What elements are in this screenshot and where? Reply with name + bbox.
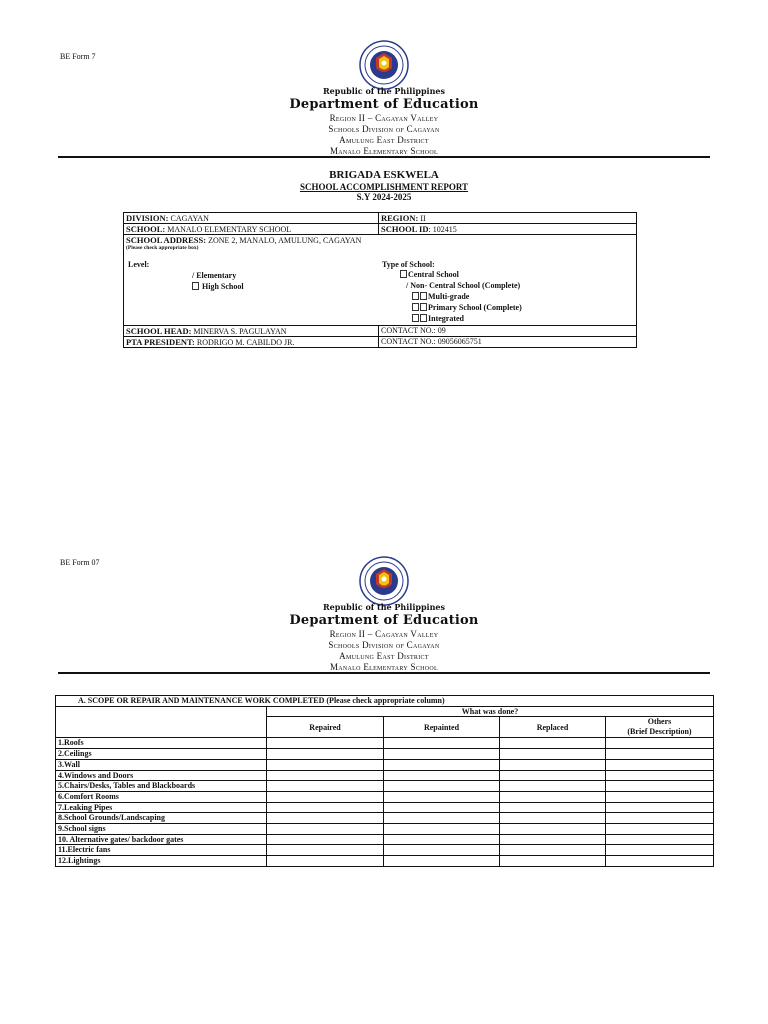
row-label: 8.School Grounds/Landscaping [56,813,267,824]
col-repainted: Repainted [384,717,500,738]
what-was-done-header: What was done? [267,706,714,717]
cell-repainted[interactable] [384,845,500,856]
address-level-cell: SCHOOL ADDRESS: ZONE 2, MANALO, AMULUNG, CAGAYAN (Please check appropriate box) Level: / Elementary High School Type of School: Central School / Non- Central School (Complete) Multi-grade Primary School (Complete) Integrated [124,235,637,326]
checkbox-icon[interactable] [400,270,407,278]
cell-replaced[interactable] [500,759,606,770]
school-info-table [123,212,637,348]
row-label: 1.Roofs [56,738,267,749]
school-id-cell: SCHOOL ID: 102415 [379,224,637,235]
cell-repainted[interactable] [384,791,500,802]
cell-others[interactable] [606,834,714,845]
header-divider [58,672,710,674]
cell-others[interactable] [606,791,714,802]
division-text: Schools Division of Cagayan [328,640,440,650]
cell-repaired[interactable] [267,824,384,835]
row-label: 3.Wall [56,759,267,770]
cell-replaced[interactable] [500,791,606,802]
cell-repainted[interactable] [384,749,500,760]
checkbox-icon[interactable] [192,282,199,290]
scope-table-title: A. SCOPE OR REPAIR AND MAINTENANCE WORK COMPLETED (Please check appropriate column) [56,696,714,707]
table-row [56,845,714,856]
cell-replaced[interactable] [500,834,606,845]
cell-repaired[interactable] [267,813,384,824]
cell-others[interactable] [606,824,714,835]
cell-replaced[interactable] [500,845,606,856]
table-row [56,802,714,813]
form-label: BE Form 07 [60,558,100,567]
school-text: Manalo Elementary School [329,662,439,672]
checkbox-icon[interactable] [412,303,419,311]
department-title: Department of Education [289,613,479,628]
cell-replaced[interactable] [500,770,606,781]
level-label: Level: [128,260,150,269]
cell-replaced[interactable] [500,749,606,760]
type-noncentral: / Non- Central School (Complete) [406,281,521,290]
col-replaced: Replaced [500,717,606,738]
cell-repaired[interactable] [267,856,384,867]
school-head-cell: SCHOOL HEAD: MINERVA S. PAGULAYAN [124,326,379,337]
cell-repaired[interactable] [267,802,384,813]
table-row [56,856,714,867]
report-subtitle: SCHOOL ACCOMPLISHMENT REPORT [299,182,469,192]
type-primary[interactable]: Primary School (Complete) [412,303,522,312]
check-note: (Please check appropriate box) [126,245,199,251]
checkbox-icon[interactable] [412,292,419,300]
cell-repaired[interactable] [267,770,384,781]
type-integrated[interactable]: Integrated [412,314,464,323]
row-label: 11.Electric fans [56,845,267,856]
republic-text: Republic of the Philippines [322,86,445,96]
cell-others[interactable] [606,770,714,781]
district-text: Amulung East District [339,135,429,145]
school-cell: SCHOOL: MANALO ELEMENTARY SCHOOL [124,224,379,235]
row-label: 10. Alternative gates/ backdoor gates [56,834,267,845]
table-row [56,749,714,760]
deped-seal-logo [359,556,409,606]
table-row [56,813,714,824]
table-row [56,791,714,802]
cell-repaired[interactable] [267,759,384,770]
cell-others[interactable] [606,813,714,824]
type-multigrade[interactable]: Multi-grade [412,292,469,301]
cell-repaired[interactable] [267,834,384,845]
row-label: 12.Lightings [56,856,267,867]
table-row [56,738,714,749]
row-label: 7.Leaking Pipes [56,802,267,813]
row-label: 4.Windows and Doors [56,770,267,781]
division-cell: DIVISION: CAGAYAN [124,213,379,224]
type-central[interactable]: Central School [400,270,459,279]
cell-repainted[interactable] [384,824,500,835]
cell-replaced[interactable] [500,813,606,824]
school-text: Manalo Elementary School [329,146,439,156]
division-text: Schools Division of Cagayan [328,124,440,134]
cell-others[interactable] [606,759,714,770]
pta-contact-cell: CONTACT NO.: 09056065751 [379,337,637,348]
cell-others[interactable] [606,856,714,867]
row-label: 2.Ceilings [56,749,267,760]
col-others: Others (Brief Description) [606,717,714,738]
cell-replaced[interactable] [500,856,606,867]
scope-of-work-table [55,695,714,867]
checkbox-icon[interactable] [420,314,427,322]
cell-replaced[interactable] [500,738,606,749]
cell-repaired[interactable] [267,781,384,792]
cell-others[interactable] [606,781,714,792]
checkbox-icon[interactable] [412,314,419,322]
table-row [56,770,714,781]
cell-repainted[interactable] [384,813,500,824]
level-highschool[interactable]: High School [192,282,244,291]
table-row [56,834,714,845]
region-text: Region II – Cagayan Valley [329,113,439,123]
deped-seal-logo [359,40,409,90]
cell-others[interactable] [606,738,714,749]
cell-repainted[interactable] [384,770,500,781]
cell-repaired[interactable] [267,791,384,802]
region-cell: REGION: II [379,213,637,224]
checkbox-icon[interactable] [420,303,427,311]
blank-header-cell [56,706,267,738]
cell-repaired[interactable] [267,749,384,760]
header-divider [58,156,710,158]
row-label: 9.School signs [56,824,267,835]
pta-president-cell: PTA PRESIDENT: RODRIGO M. CABILDO JR. [124,337,379,348]
cell-repainted[interactable] [384,781,500,792]
cell-others[interactable] [606,845,714,856]
type-label: Type of School: [382,260,435,269]
cell-repaired[interactable] [267,845,384,856]
cell-repainted[interactable] [384,802,500,813]
row-label: 5.Chairs/Desks, Tables and Blackboards [56,781,267,792]
table-row [56,824,714,835]
row-label: 6.Comfort Rooms [56,791,267,802]
department-title: Department of Education [289,97,479,112]
col-repaired: Repaired [267,717,384,738]
cell-repainted[interactable] [384,759,500,770]
cell-repainted[interactable] [384,834,500,845]
school-head-contact-cell: CONTACT NO.: 09 [379,326,637,337]
cell-repainted[interactable] [384,856,500,867]
school-year: S.Y 2024-2025 [356,192,412,202]
cell-replaced[interactable] [500,802,606,813]
cell-repaired[interactable] [267,738,384,749]
cell-others[interactable] [606,802,714,813]
cell-replaced[interactable] [500,781,606,792]
district-text: Amulung East District [339,651,429,661]
report-title: BRIGADA ESKWELA [329,169,439,181]
republic-text: Republic of the Philippines [322,602,445,612]
checkbox-icon[interactable] [420,292,427,300]
cell-replaced[interactable] [500,824,606,835]
cell-repainted[interactable] [384,738,500,749]
region-text: Region II – Cagayan Valley [329,629,439,639]
form-label: BE Form 7 [60,52,96,61]
level-elementary: / Elementary [192,271,237,280]
cell-others[interactable] [606,749,714,760]
table-row [56,781,714,792]
table-row [56,759,714,770]
